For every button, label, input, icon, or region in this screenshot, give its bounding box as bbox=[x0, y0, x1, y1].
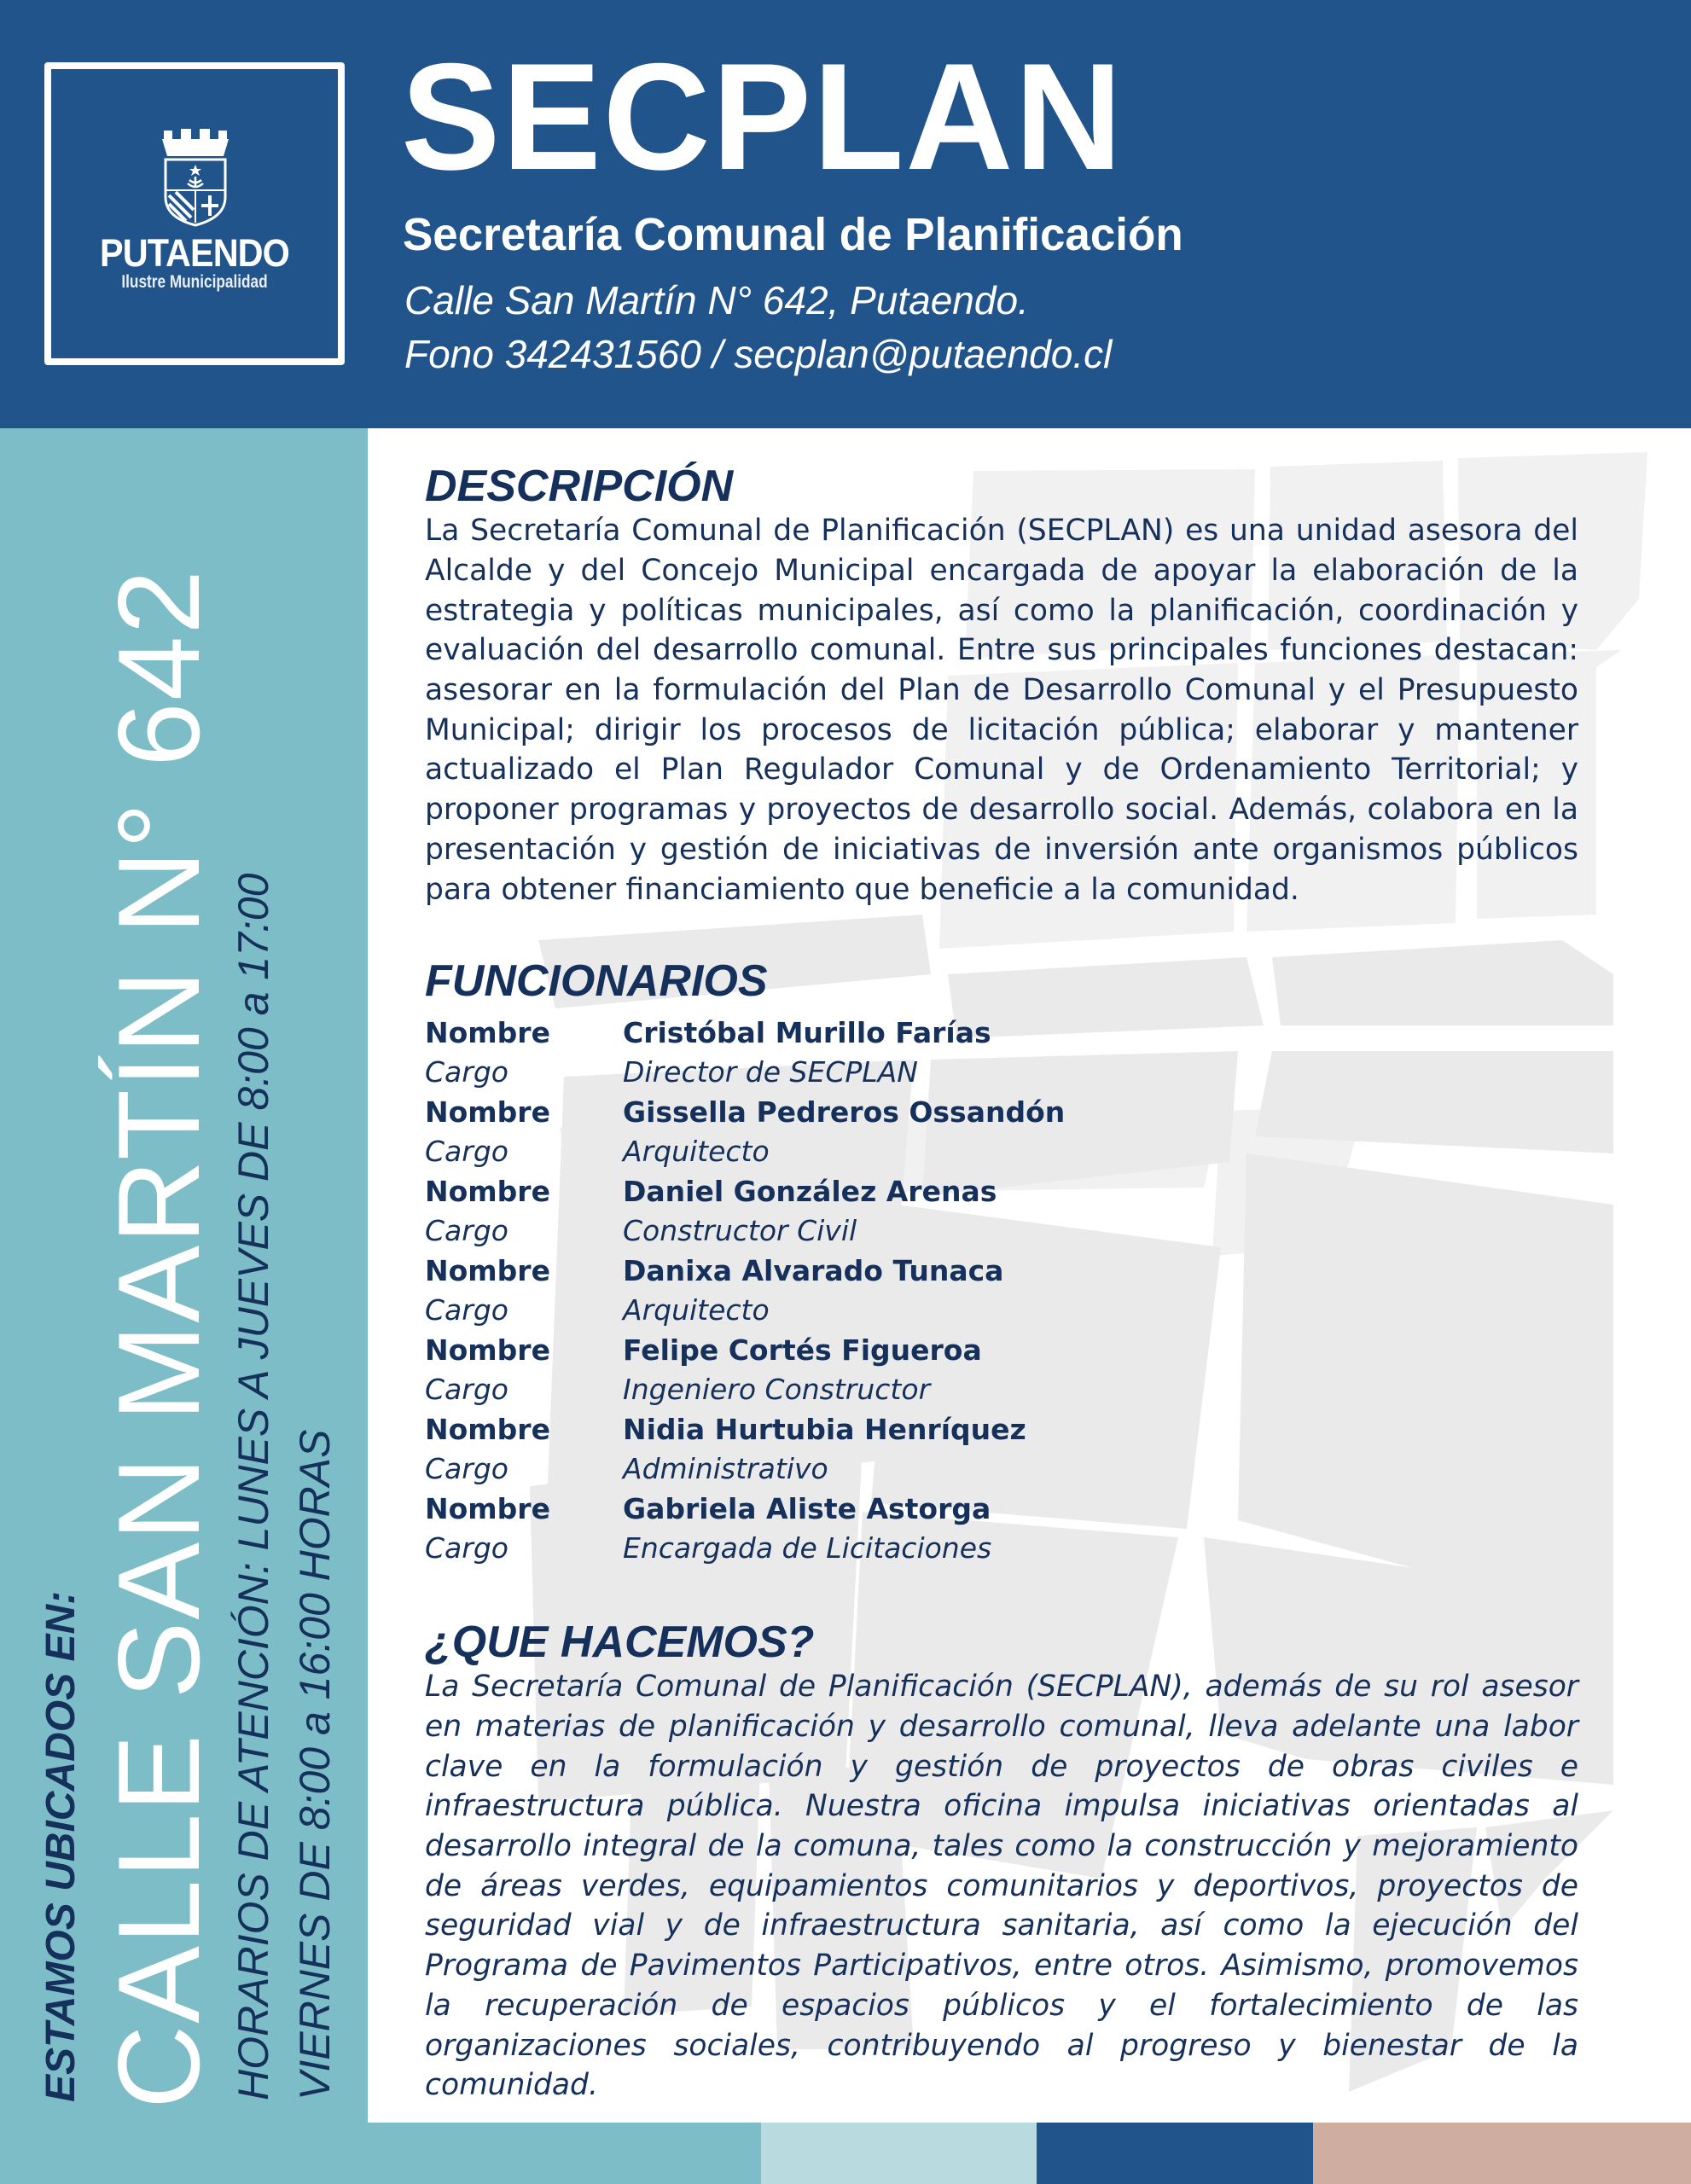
role-label: Cargo bbox=[425, 1452, 508, 1486]
staff-role-row bbox=[425, 1529, 1578, 1569]
staff-name: Danixa Alvarado Tunaca bbox=[623, 1253, 1004, 1287]
address-line: Calle San Martín N° 642, Putaendo. bbox=[404, 278, 1029, 322]
staff-role: Administrativo bbox=[623, 1452, 828, 1486]
staff-role-row bbox=[425, 1132, 1578, 1172]
name-label: Nombre bbox=[425, 1253, 550, 1287]
staff-role: Encargada de Licitaciones bbox=[623, 1531, 992, 1565]
name-label: Nombre bbox=[425, 1491, 550, 1525]
staff-role: Constructor Civil bbox=[623, 1214, 857, 1248]
name-label: Nombre bbox=[425, 1333, 550, 1367]
page-title: SECPLAN bbox=[401, 32, 1124, 201]
role-label: Cargo bbox=[425, 1214, 508, 1248]
name-label: Nombre bbox=[425, 1412, 550, 1446]
role-label: Cargo bbox=[425, 1373, 508, 1407]
header-banner bbox=[0, 0, 1691, 428]
logo-name: PUTAENDO bbox=[100, 231, 289, 275]
office-hours-friday: VIERNES DE 8:00 a 16:00 HORAS bbox=[291, 1429, 339, 2100]
name-label: Nombre bbox=[425, 1015, 550, 1049]
staff-name-row bbox=[425, 1251, 1578, 1291]
staff-name: Gissella Pedreros Ossandón bbox=[623, 1095, 1066, 1129]
staff-name: Gabriela Aliste Astorga bbox=[623, 1491, 991, 1525]
role-label: Cargo bbox=[425, 1293, 508, 1327]
what-we-do-section bbox=[425, 1618, 1578, 2106]
staff-name-row bbox=[425, 1330, 1578, 1370]
footer-color-block-blue bbox=[1037, 2123, 1313, 2184]
role-label: Cargo bbox=[425, 1055, 508, 1089]
description-heading: DESCRIPCIÓN bbox=[425, 462, 734, 511]
footer-color-block-light bbox=[761, 2123, 1037, 2184]
staff-name-row bbox=[425, 1409, 1578, 1449]
staff-role: Arquitecto bbox=[623, 1293, 770, 1327]
footer-color-block-tan bbox=[1313, 2123, 1691, 2184]
footer-color-block-teal bbox=[368, 2123, 761, 2184]
staff-name: Daniel González Arenas bbox=[623, 1174, 997, 1208]
staff-name: Nidia Hurtubia Henríquez bbox=[623, 1412, 1026, 1446]
main-content bbox=[368, 428, 1691, 2123]
name-label: Nombre bbox=[425, 1174, 550, 1208]
staff-name: Felipe Cortés Figueroa bbox=[623, 1333, 982, 1367]
location-sidebar bbox=[0, 428, 368, 2184]
contact-line: Fono 342431560 / secplan@putaendo.cl bbox=[404, 332, 1113, 376]
office-hours-weekdays: HORARIOS DE ATENCIÓN: LUNES A JUEVES DE 8:00 a 17:00 bbox=[230, 873, 277, 2100]
what-we-do-body: La Secretaría Comunal de Planificación (SECPLAN), además de su rol asesor en materias de planificación y desarrollo comunal, lleva adelante una labor clave en la formulación y gestión de proyectos de obras civiles e infraestructura pública. Nuestra oficina impulsa iniciativas orientadas al desarrollo integral de la comuna, tales como la construcción y mejoramiento de áreas verdes, equipamientos comunitarios y deportivos, proyectos de seguridad vial y de infraestructura sanitaria, así como la ejecución del Programa de Pavimentos Participativos, entre otros. Asimismo, promovemos la recuperación de espacios públicos y el fortalecimiento de las organizaciones sociales, contribuyendo al progreso y bienestar de la comunidad. bbox=[425, 1670, 1578, 2103]
staff-role-row bbox=[425, 1449, 1578, 1490]
staff-name-row bbox=[425, 1013, 1578, 1053]
logo-subtitle: Ilustre Municipalidad bbox=[121, 272, 268, 292]
staff-role-row bbox=[425, 1291, 1578, 1331]
staff-name-row bbox=[425, 1092, 1578, 1132]
staff-role-row bbox=[425, 1053, 1578, 1093]
staff-role-row bbox=[425, 1211, 1578, 1252]
staff-role: Arquitecto bbox=[623, 1135, 770, 1169]
what-we-do-heading: ¿QUE HACEMOS? bbox=[425, 1618, 815, 1667]
description-body: La Secretaría Comunal de Planificación (SECPLAN) es una unidad asesora del Alcalde y del Concejo Municipal encargada de apoyar la elaboración de la estrategia y políticas municipales, así como la planificación, coordinación y evaluación del desarrollo comunal. Entre sus principales funciones destacan: asesorar en la formulación del Plan de Desarrollo Comunal y el Presupuesto Municipal; dirigir los procesos de licitación pública; elaborar y mantener actualizado el Plan Regulador Comunal y de Ordenamiento Territorial; y proponer programas y proyectos de desarrollo social. Además, colabora en la presentación y gestión de iniciativas de inversión ante organismos públicos para obtener financiamiento que beneficie a la comunidad. bbox=[425, 514, 1578, 907]
located-label: ESTAMOS UBICADOS EN: bbox=[38, 1590, 84, 2102]
staff-role: Director de SECPLAN bbox=[623, 1055, 918, 1089]
staff-role-row bbox=[425, 1370, 1578, 1410]
name-label: Nombre bbox=[425, 1095, 550, 1129]
staff-name-row bbox=[425, 1171, 1578, 1211]
staff-heading: FUNCIONARIOS bbox=[425, 956, 768, 1006]
staff-name-row bbox=[425, 1489, 1578, 1529]
staff-role: Ingeniero Constructor bbox=[623, 1373, 931, 1407]
page-subtitle: Secretaría Comunal de Planificación bbox=[403, 209, 1183, 260]
staff-list bbox=[425, 1013, 1578, 1568]
staff-name: Cristóbal Murillo Farías bbox=[623, 1015, 991, 1049]
street-address: CALLE SAN MARTÍN N° 642 bbox=[94, 567, 224, 2109]
role-label: Cargo bbox=[425, 1531, 508, 1565]
staff-section bbox=[425, 957, 1578, 1568]
role-label: Cargo bbox=[425, 1135, 508, 1169]
description-section bbox=[425, 462, 1578, 909]
municipality-logo bbox=[44, 62, 345, 365]
municipal-crest-icon bbox=[157, 129, 234, 227]
